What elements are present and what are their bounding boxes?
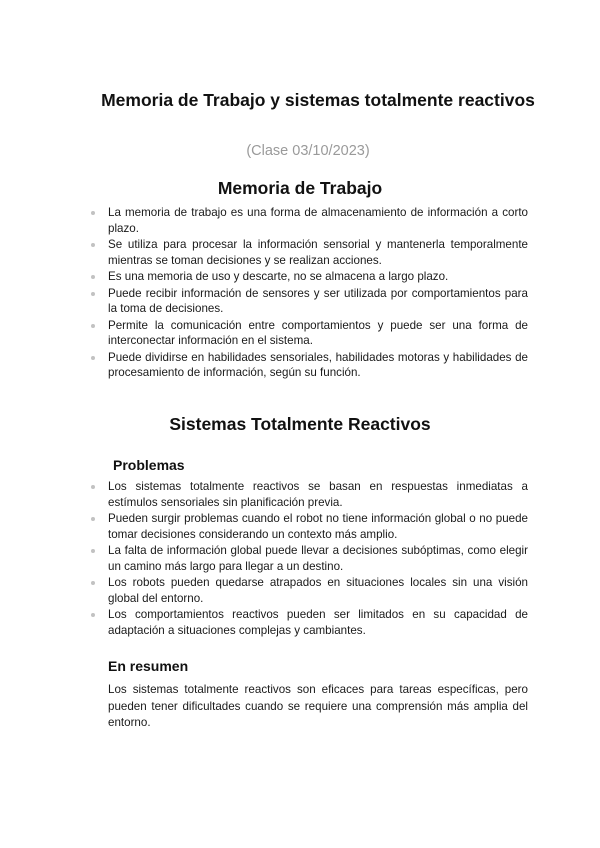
list-item: Los robots pueden quedarse atrapados en situaciones locales sin una visión global del entorno. bbox=[108, 575, 528, 606]
subheading-problemas: Problemas bbox=[113, 457, 185, 473]
list-item: La falta de información global puede llevar a decisiones subóptimas, como elegir un camino más largo para llegar a un destino. bbox=[108, 543, 528, 574]
bullet-icon bbox=[91, 243, 95, 247]
list-item: Los comportamientos reactivos pueden ser limitados en su capacidad de adaptación a situaciones complejas y cambiantes. bbox=[108, 607, 528, 638]
document-date: (Clase 03/10/2023) bbox=[246, 143, 370, 159]
bullet-icon bbox=[91, 581, 95, 585]
list-item: Es una memoria de uso y descarte, no se almacena a largo plazo. bbox=[108, 269, 528, 285]
bullet-icon bbox=[91, 485, 95, 489]
list-item: Puede recibir información de sensores y ser utilizada por comportamientos para la toma de decisiones. bbox=[108, 286, 528, 317]
list-item: Los sistemas totalmente reactivos se basan en respuestas inmediatas a estímulos sensoriales sin planificación previa. bbox=[108, 479, 528, 510]
list-item: Permite la comunicación entre comportamientos y puede ser una forma de interconectar información en el sistema. bbox=[108, 318, 528, 349]
memoria-bullet-list bbox=[108, 205, 528, 382]
bullet-icon bbox=[91, 356, 95, 360]
problemas-bullet-list bbox=[108, 479, 528, 639]
bullet-icon bbox=[91, 324, 95, 328]
bullet-icon bbox=[91, 613, 95, 617]
list-item: La memoria de trabajo es una forma de almacenamiento de información a corto plazo. bbox=[108, 205, 528, 236]
section-heading-memoria: Memoria de Trabajo bbox=[217, 178, 383, 198]
summary-paragraph: Los sistemas totalmente reactivos son eficaces para tareas específicas, pero pueden tener dificultades cuando se requiere una comprensión más amplia del entorno. bbox=[108, 683, 528, 729]
bullet-icon bbox=[91, 549, 95, 553]
document-title: Memoria de Trabajo y sistemas totalmente reactivos bbox=[101, 90, 535, 110]
list-item: Puede dividirse en habilidades sensoriales, habilidades motoras y habilidades de procesamiento de información, según su función. bbox=[108, 350, 528, 381]
list-item: Pueden surgir problemas cuando el robot no tiene información global o no puede tomar decisiones considerando un contexto más amplio. bbox=[108, 511, 528, 542]
bullet-icon bbox=[91, 275, 95, 279]
bullet-icon bbox=[91, 517, 95, 521]
bullet-icon bbox=[91, 211, 95, 215]
section-heading-reactivos: Sistemas Totalmente Reactivos bbox=[169, 414, 431, 434]
subheading-en-resumen: En resumen bbox=[108, 658, 189, 674]
list-item: Se utiliza para procesar la información sensorial y mantenerla temporalmente mientras se toman decisiones y se realizan acciones. bbox=[108, 237, 528, 268]
bullet-icon bbox=[91, 292, 95, 296]
